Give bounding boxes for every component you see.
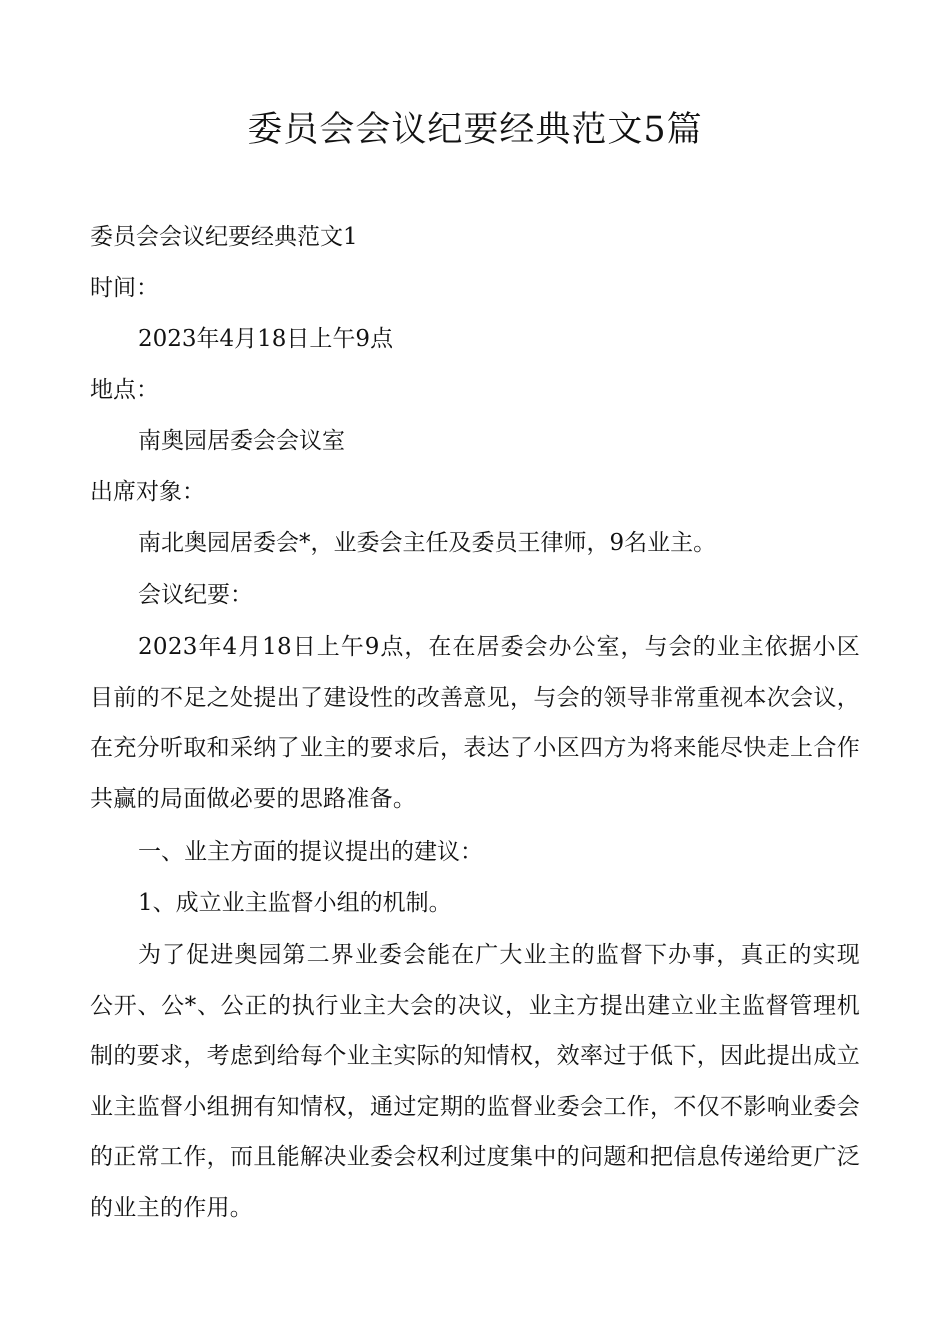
subheading-owner-proposals: 一、业主方面的提议提出的建议： [138, 839, 483, 865]
place-value: 南奥园居委会会议室 [138, 428, 345, 454]
time-value: 2023年4月18日上午9点 [138, 326, 394, 352]
place-label: 地点： [90, 377, 159, 403]
item-supervision-group: 1、成立业主监督小组的机制。 [138, 890, 452, 916]
attendees-label: 出席对象： [90, 479, 205, 505]
section-heading: 委员会会议纪要经典范文1 [90, 224, 358, 250]
time-label: 时间： [90, 275, 159, 301]
minutes-paragraph: 2023年4月18日上午9点，在在居委会办公室，与会的业主依据小区目前的不足之处提出了建设性的改善意见，与会的领导非常重视本次会议，在充分听取和采纳了业主的要求后，表达了小区四方为将来能尽快走上合作共赢的局面做必要的思路准备。 [90, 634, 860, 812]
supervision-paragraph: 为了促进奥园第二界业委会能在广大业主的监督下办事，真正的实现公开、公*、公正的执行业主大会的决议，业主方提出建立业主监督管理机制的要求，考虑到给每个业主实际的知情权，效率过于低下，因此提出成立业主监督小组拥有知情权，通过定期的监督业委会工作，不仅不影响业委会的正常工作，而且能解决业委会权利过度集中的问题和把信息传递给更广泛的业主的作用。 [90, 942, 860, 1221]
attendees-value: 南北奥园居委会*，业委会主任及委员王律师，9名业主。 [138, 530, 717, 556]
document-title: 委员会会议纪要经典范文5篇 [247, 110, 703, 150]
minutes-label: 会议纪要： [138, 582, 253, 608]
